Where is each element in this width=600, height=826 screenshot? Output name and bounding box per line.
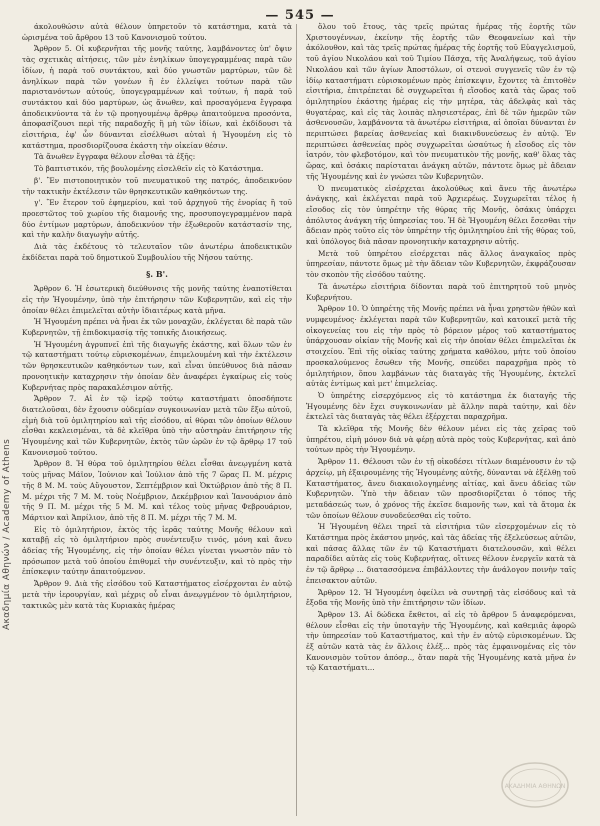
stamp-text: ΑΚΑΔΗΜΙΑ ΑΘΗΝΩΝ	[504, 783, 566, 790]
right-column	[306, 22, 576, 818]
paragraph: Τὰ κλεῖθρα τῆς Μονῆς δὲν θέλουν μένει εἰς τὰς χεῖρας τοῦ ὑπηρέτου, εἰμὴ μόνον διὰ νὰ φέρῃ αὐτὰ πρὸς τοὺς Κυβερνήτας, καὶ ἀπὸ τούτων πρὸς τὴν Ἡγουμένην.	[306, 424, 576, 455]
academy-stamp	[500, 760, 570, 810]
left-column	[22, 22, 292, 818]
paragraph: Ἄρθρον 8. Ἡ θύρα τοῦ ὁμιλητηρίου θέλει εἶσθαι ἀνεῳγμένη κατὰ τοὺς μῆνας Μάϊον, Ἰούνιον καὶ Ἰούλιον ἀπὸ τῆς 7 ὥρας Π. Μ. μέχρις τῆς 8 Μ. Μ. τοὺς Αὔγουστον, Σεπτέμβριον καὶ Ὀκτώβριον ἀπὸ τῆς 8 Π. Μ. μέχρι τῆς 7 Μ. Μ. τοὺς Νοέμβριον, Δεκέμβριον καὶ Ἰανουάριον ἀπὸ τῆς 9 Π. Μ. μέχρι τῆς 5 Μ. Μ. καὶ τέλος τοὺς μῆνας Φεβρουάριον, Μάρτιον καὶ Ἀπρίλιον, ἀπὸ τῆς 8 Π. Μ. μέχρι τῆς 7 Μ. Μ.	[22, 459, 292, 522]
paragraph: γ'. Ἓν ἕτερον τοῦ ἐφημερίου, καὶ τοῦ ἀρχηγοῦ τῆς ἐνορίας ἢ τοῦ προεστῶτος τοῦ χωρίου τῆς διαμονῆς της, προσυπογεγραμμένον παρὰ δύο ἐντίμων μαρτύρων, ἀποδεικνύον τὴν ἐξωθεροῦν κατάστασίν της, καὶ τὴν καλὴν διαγωγὴν αὐτῆς.	[22, 198, 292, 240]
paragraph: β'. Ἓν πιστοποιητικὸν τοῦ πνευματικοῦ της πατρός, ἀποδεικνύον τὴν τακτικὴν ἐκτέλεσιν τῶν θρησκευτικῶν καθηκόντων της.	[22, 175, 292, 196]
column-divider	[296, 24, 297, 816]
paragraph: Ὁ πνευματικὸς εἰσέρχεται ἀκολούθως καὶ ἄνευ τῆς ἀνωτέρω ἀνάγκης, καὶ ἐκλέγεται παρὰ τοῦ Ἀρχιερέως. Συγχωρεῖται τέλος ἡ εἴσοδος εἰς τὸν ὑπηρέτην τῆς θύρας τῆς Μονῆς, ὁσάκις ὑπάρχει ἀπόλυτος ἀνάγκη τῆς ὑπηρεσίας του. Ἡ δὲ Ἡγουμένη θέλει ἔσεσθαι τὴν ἄδειαν πρὸς τοῦτο εἰς τὸν ὑπηρέτην τῆς ὁμιλητηρίου ἐπὶ τῆς θύρας τοῦ, καὶ ὑπόλογος διὰ πᾶσαν προνοητικὴν καταχρησιν αὐτῆς.	[306, 183, 576, 247]
paragraph: Ἄρθρον 10. Ὁ ὑπηρέτης τῆς Μονῆς πρέπει νὰ ἦναι χρηστῶν ἠθῶν καὶ νυμφευμένος· ἐκλέγεται παρὰ τῶν Κυβερνητῶν, καὶ κατοικεῖ μετὰ τῆς οἰκογενείας του εἰς τὴν πρὸς τὸ βόρειον μέρος τοῦ καταστήματος ὑπάρχουσαν οἰκίαν τῆς Μονῆς καὶ εἰς τὴν ὁποίαν θέλει ἐπιμελεῖται ἐκ στοιχείου. Ἐπὶ τῆς οἰκίας ταύτης χρήματα καθόλου, μήτε τοῦ ὁποίου προσκαλούμενος ἔσωθεν τῆς Μονῆς, σπεύδει παραχρῆμα πρὸς τὸ ὁμιλητήριον, ὅπου λαμβάνων τὰς διαταγὰς τῆς Ἡγουμένης, ἐκτελεῖ αὐτὰς ἐντίμως καὶ μετ' ἐπιμελείας.	[306, 304, 576, 389]
paragraph: Ἄρθρον 7. Αἱ ἐν τῷ ἱερῷ τούτῳ καταστήματι ὁποσδήποτε διατελοῦσαι, δὲν ἔχουσιν οὐδεμίαν συγκοινωνίαν μετὰ τῶν ἔξω αὐτοῦ, εἰμὴ διὰ τοῦ ὁμιλητηρίου καὶ τῆς εἰσόδου, αἱ θύραι τῶν ὁποίων θέλουν εἶσθαι κεκλεισμέναι, τὰ δὲ κλεῖθρα ὑπὸ τὴν αὐστηρὰν ἐπιτήρησιν τῆς Ἡγουμένης καὶ τῶν Κυβερνητῶν, ἐκτὸς τῶν ὡρῶν ἐν τῷ ἄρθρῳ 17 τοῦ Κανονισμοῦ τούτου.	[22, 394, 292, 457]
side-watermark: Ακαδημία Αθηνών / Academy of Athens	[2, 438, 12, 630]
paragraph: Ἡ Ἡγουμένη ἀγρυπνεῖ ἐπὶ τῆς διαγωγῆς ἑκάστης, καὶ ὅλων τῶν ἐν τῷ καταστήματι τούτῳ εὑρισκομένων, ἐπιμελουμένη καὶ τὴν ἐκτέλεσιν τῶν θρησκευτικῶν καθηκόντων των, καὶ εἶναι ὑπεύθυνος διὰ πᾶσαν προνοητικὴν καταχρησιν τὴν ὁποίαν δὲν ἀναφέρει ἐγκαίρως εἰς τοὺς Κυβερνήτας πρὸς παρακαλέσιμον αὐτῆς.	[22, 339, 292, 392]
paragraph: Εἰς τὸ ὁμιλητήριον, ἐκτὸς τῆς ἱερᾶς ταύτης Μονῆς θέλουν καὶ καταβῇ εἰς τὸ ὁμιλητήριον πρὸς συνέντευξιν τινός, μόνη καὶ ἄνευ ἀδείας τῆς Ἡγουμένης, εἰς τὴν ὁποίαν θέλει γίνεται γνωστὸν πᾶν τὸ πρόσωπον μετὰ τοῦ ὁποίου ἐπιθυμεῖ τὴν συνέντευξιν, καὶ τὸ πρὸς τὴν ἐπίσκεψιν ταύτην ἀπαιτούμενον.	[22, 524, 292, 577]
paragraph: ὅλου τοῦ ἔτους, τὰς τρεῖς πρώτας ἡμέρας τῆς ἑορτῆς τῶν Χριστουγέννων, ἐκείνην τῆς ἑορτῆς τῶν Θεοφανείων καὶ τὴν ἀκόλουθον, καὶ τὰς τρεῖς πρώτας ἡμέρας τῆς ἑορτῆς τοῦ Εὐαγγελισμοῦ, τοῦ ἁγίου Νικολάου καὶ τοῦ Τιμίου Πάσχα, τῆς Ἀναλήψεως, τοῦ ἁγίου Νικολάου καὶ τῶν ἁγίων Ἀποστόλων, οἱ στενοὶ συγγενεῖς τῶν ἐν τῷ ἰδίῳ καταστήματι εὑρισκομένων πρὸς ἐπίσκεψιν, ἔχοντες τὰ ἐπιτοθὲν εἰσιτήρια, ἐπιτρέπεται δὲ συγχωρεῖται ἡ εἴσοδος κατὰ τὰς ὥρας τοῦ ὁμιλητηρίου ἑκάστης ἡμέρας εἰς τὴν μητέρα, τὰς ἀδελφὰς καὶ τὰς θυγατέρας, καὶ εἰς τὰς λοιπὰς πλησιεστέρας, ἐπὶ δὲ τῶν ἡμερῶν τῶν ἀσθενουσῶν, λαμβάνοντα τὰ ἀνωτέρω εἰσιτήρια, αἱ ὁποῖαι δύνανται ἐν περιπτώσει βαρείας ἀσθενείας καὶ διακινδυνεύσεως ἐν αὐτῷ. Ἐν περιπτώσει ἀσθενείας πρὸς συγχωρεῖται ὡσαύτως ἡ εἴσοδος εἰς τὸν ἰατρόν, τὸν φλεβοτόμον, καὶ τὸν πνευματικὸν τῆς μονῆς, καθ' ὅλας τὰς ὥρας, καὶ ὁσάκις παρίσταται ἀνάγκη αὐτῶν, πάντοτε ὅμως μὲ ἄδειαν τῆς Ἡγουμένης καὶ ἐν γνώσει τῶν Κυβερνητῶν.	[306, 22, 576, 181]
paragraph: Ἄρθρον 6. Ἡ ἐσωτερικὴ διεύθυνσις τῆς μονῆς ταύτης ἐναποτίθεται εἰς τὴν Ἡγουμένην, ὑπὸ τὴν ἐπιτήρησιν τῶν Κυβερνητῶν, καὶ εἰς τὴν ὁποίαν θέλει ἐπιμελεῖται αὐτὴν ἰδιαιτέρως κατὰ μῆνα.	[22, 284, 292, 315]
paragraph: Τὸ βαπτιστικόν, τῆς βουλομένης εἰσελθεῖν εἰς τὸ Κατάστημα.	[34, 164, 264, 174]
paragraph: Ἄρθρον 12. Ἡ Ἡγουμένη ὀφείλει νὰ συντηρῇ τὰς εἰσόδους καὶ τὰ ἔξοδα τῆς Μονῆς ὑπὸ τὴν ἐπιτήρησιν τῶν ἰδίων.	[306, 587, 576, 608]
paragraph: Ἡ Ἡγουμένη θέλει τηρεῖ τὰ εἰσιτήρια τῶν εἰσερχομένων εἰς τὸ Κατάστημα πρὸς ἑκάστου μηνός, καὶ τὰς ἀδείας τῆς ἐξελεύσεως αὐτῶν, καὶ πάσας ἄλλας τῶν ἐν τῷ Καταστήματι διατελουσῶν, καὶ θέλει παραδίδει αὐτὰς εἰς τοὺς Κυβερνήτας, οἵτινες θέλουν ἐνεργεῖν κατὰ τὰ ἐν τῷ ἄρθρῳ ... διατασσόμενα ἐπιβάλλοντες τὴν ἀνάλογον ποινὴν ταῖς ἐπεισακτον αὐτῶν.	[306, 522, 576, 585]
section-heading: §. Β'.	[146, 269, 168, 280]
paragraph: Ἄρθρον 11. Θέλουσι τῶν ἐν τῇ οἰκοδέσει τίτλων διαμένουσιν ἐν τῷ ἀρχείῳ, μὴ ἐξαιρουμένης τῆς Ἡγουμένης αὐτῆς, δύνανται νὰ ἐξέλθῃ τοῦ Καταστήματος, ἄνευ διακαιολογημένης αἰτίας, καὶ ἄνευ ἀδείας τῶν Κυβερνητῶν. Ὑπὸ τὴν ἄδειαν τῶν προσδιορίζεται ὁ τόπος τῆς μεταδάσεώς των, ὁ χρόνος τῆς ἐκεῖσε διαμονῆς των, καὶ τὰ ἄτομα ἐκ τῶν ὁποίων θέλουν συνοδεύεσθαι εἰς τοῦτο.	[306, 457, 576, 520]
paragraph: Ὁ ὑπηρέτης εἰσερχόμενος εἰς τὸ κατάστημα ἐκ διαταγῆς τῆς Ἡγουμένης δὲν ἔχει συγκοινωνίαν μὲ ἄλλην παρὰ ταύτην, καὶ δὲν ἐκτελεῖ τὰς διαταγὰς τὰς θέλει ἐξέρχεται παραχρῆμα.	[306, 390, 576, 422]
paragraph: Τὰ ἀνωτέρω εἰσιτήρια δίδονται παρὰ τοῦ ἐπιτηρητοῦ τοῦ μηνὸς Κυβερνήτου.	[306, 281, 576, 302]
paragraph: Μετὰ τοῦ ὑπηρέτου εἰσέρχεται πᾶς ἄλλος ἀναγκαῖος πρὸς ὑπηρεσίαν, πάντοτε ὅμως μὲ τὴν ἄδειαν τῶν Κυβερνητῶν, ἐκφράζουσαν τὸν σκοπὸν τῆς εἰσόδου ταύτης.	[306, 248, 576, 280]
paragraph: Ἄρθρον 9. Διὰ τῆς εἰσόδου τοῦ Καταστήματος εἰσέρχονται ἐν αὐτῷ μετὰ τὴν ἱερουργίαν, καὶ μέχρις οὗ εἶναι ἀνεῳγμένον τὸ ὁμιλητήριον, τακτικῶς μὲν κατὰ τὰς Κυριακὰς ἡμέρας	[22, 579, 292, 610]
page-number: — 545 —	[265, 8, 335, 23]
paragraph: άκολουθώσιν αὐτὰ θέλουν ὑπηρετοῦν τὸ κατάστημα, κατὰ τὰ ὡρισμένα τοῦ ἄρθρου 13 τοῦ Κανονισμοῦ τούτου.	[22, 22, 292, 42]
paragraph: Ἡ Ἡγουμένη πρέπει νὰ ἦναι ἐκ τῶν μοναχῶν, ἐκλέγεται δὲ παρὰ τῶν Κυβερνητῶν, τῇ ἐπιδοκιμασίᾳ τῆς τοπικῆς Διοικήσεως.	[22, 317, 292, 337]
paragraph: Τὰ ἄνωθεν ἔγγραφα θέλουν εἶσθαι τὰ ἑξῆς:	[34, 152, 196, 162]
paragraph: Διὰ τὰς ἐκδέτους τὸ τελευταῖον τῶν ἀνωτέρω ἀποδεικτικῶν ἐκδίδεται παρὰ τοῦ δημοτικοῦ Συμβουλίου τῆς Νήσου ταύτης.	[22, 242, 292, 262]
paragraph: Ἄρθρον 13. Αἱ δώδεκα ἔκθετοι, αἱ εἰς τὸ ἄρθρον 5 ἀναφερόμεναι, θέλουν εἶσθαι εἰς τὴν ὑποταγὴν τῆς Ἡγουμένης, καὶ καθεμιᾶς ἀφορῶ τὴν ὑπηρεσίαν τοῦ Καταστήματος, καὶ τὴν ἐν αὐτῷ εὑρισκομένων. Ὡς ἐξ αὐτῶν κατὰ τὰς ἐν ἄλλοις ἐλέξ... πρὸς τὰς ἐμφαινομένας εἰς τὸν Κανονισμὸν τοῦτον ἀπόσρ.., ὅταν παρὰ τῆς Ἡγουμένης κατὰ μῆνα ἐν τῷ Καταστήματι...	[306, 609, 576, 673]
paragraph: Ἄρθρον 5. Οἱ κυβερνῆται τῆς μονῆς ταύτης, λαμβάνοντες ὑπ' ὄψιν τὰς σχετικὰς αἰτήσεις, τῶν μὲν ἐνηλίκων ὑπογεγραμμένας παρὰ τῶν ἰδίων, ἡ παρὰ τοῦ συντάκτου, καὶ δύο γνωστῶν μαρτύρων, τῶν δὲ ἀνηλίκων παρὰ τῶν γονέων ἢ ἐν ἐλλείψει τούτων παρὰ τῶν παριστανόντων αὐτούς, ὑπογεγραμμένων καὶ τούτων, ἡ παρὰ τοῦ συντάκτου καὶ δύο μαρτύρων, ὡς ἄνωθεν, καὶ προσαγόμενα ἔγγραφα ἀποδεικνύοντα τὰ ἐν τῷ προηγουμένῳ ἄρθρῳ ἀπαιτούμενα προσόντα, ἀποφασίζουσι περὶ τῆς παραδοχῆς ἢ μὴ τῶν ἰδίων, καὶ ἐκδίδουσι τὰ εἰσιτήρια, ἐφ' ὧν δύνανται εἰσέλθωσι αὐταὶ ἡ Ἡγουμένη εἰς τὸ κατάστημα, προσδιορίζουσα ἑκάστη τὴν οἰκείαν θέσιν.	[22, 44, 292, 150]
